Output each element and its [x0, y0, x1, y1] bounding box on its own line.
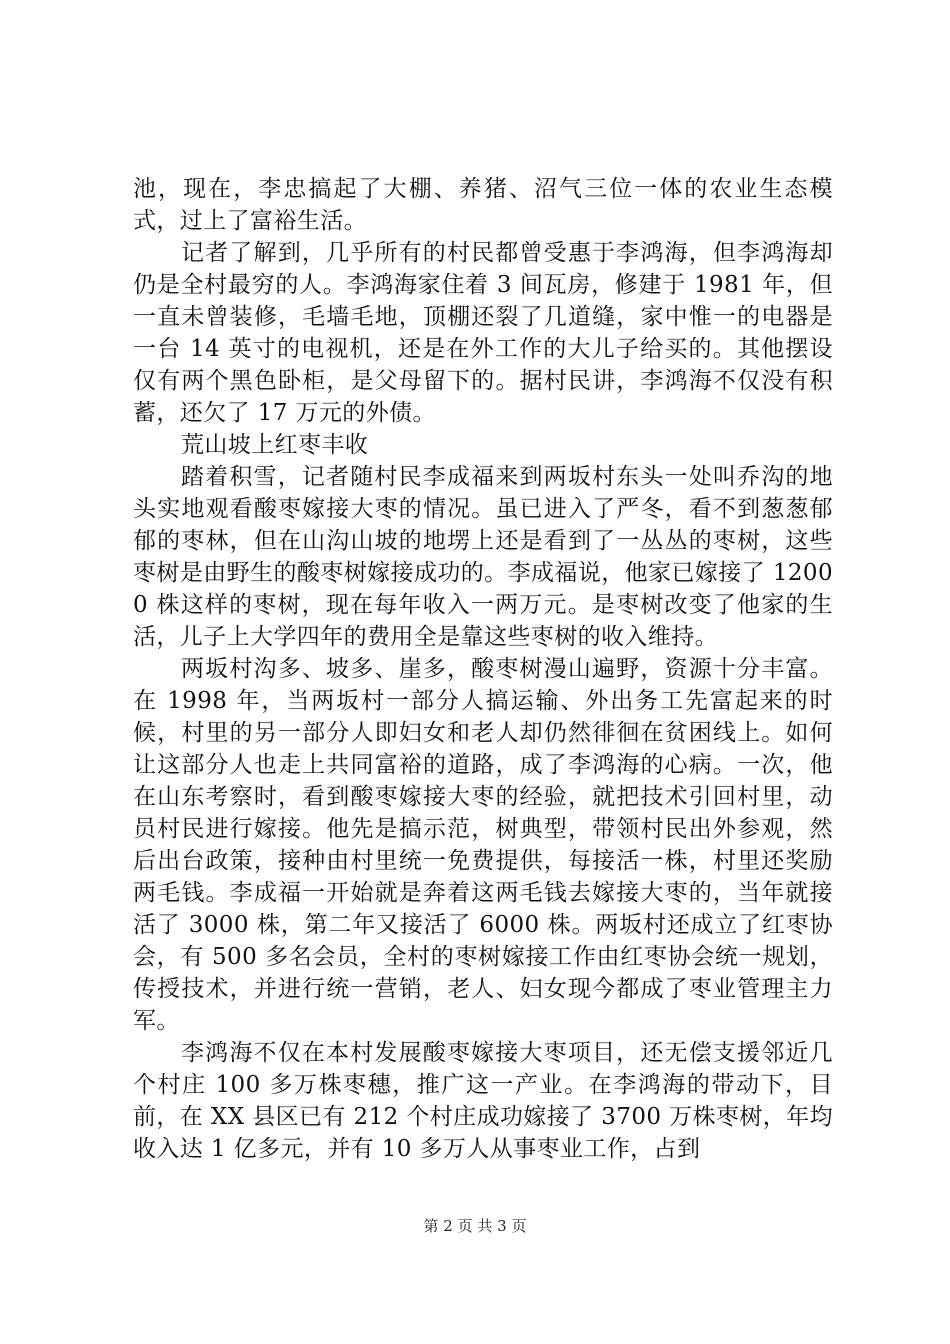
paragraph-jujube-grafting-visit: 踏着积雪，记者随村民李成福来到两坂村东头一处叫乔沟的地头实地观看酸枣嫁接大枣的情况。虽已进入了严冬，看不到葱葱郁郁的枣林，但在山沟山坡的地塄上还是看到了一丛丛的枣树，这些枣树是由野生的酸枣树嫁接成功的。李成福说，他家已嫁接了 12000 株这样的枣树，现在每年收入一两万元。是枣树改变了他家的生活，儿子上大学四年的费用全是靠这些枣树的收入维持。 — [133, 464, 833, 650]
section-heading: 荒山坡上红枣丰收 — [181, 432, 369, 458]
paragraph-poorest-villager: 记者了解到，几乎所有的村民都曾受惠于李鸿海，但李鸿海却仍是全村最穷的人。李鸿海家住着 3 间瓦房，修建于 1981 年，但一直未曾装修，毛墙毛地，顶棚还裂了几道缝，家中惟一的电器是一台 14 英寸的电视机，还是在外工作的大儿子给买的。其他摆设仅有两个黑色卧柜，是父母留下的。据村民讲，李鸿海不仅没有积蓄，还欠了 17 万元的外债。 — [133, 240, 833, 426]
paragraph-continuation: 池，现在，李忠搞起了大棚、养猪、沼气三位一体的农业生态模式，过上了富裕生活。 — [133, 176, 833, 234]
page-footer — [0, 1216, 950, 1236]
article-body — [133, 173, 833, 1165]
paragraph-regional-impact: 李鸿海不仅在本村发展酸枣嫁接大枣项目，还无偿支援邻近几个村庄 100 多万株枣穗，推广这一产业。在李鸿海的带动下，目前，在 XX 县区已有 212 个村庄成功嫁接了 3700 万株枣树，年均收入达 1 亿多元，并有 10 多万人从事枣业工作，占到 — [133, 1040, 833, 1162]
paragraph-village-resources: 两坂村沟多、坡多、崖多，酸枣树漫山遍野，资源十分丰富。在 1998 年，当两坂村一部分人搞运输、外出务工先富起来的时候，村里的另一部分人即妇女和老人却仍然徘徊在贫困线上。如何让这部分人也走上共同富裕的道路，成了李鸿海的心病。一次，他在山东考察时，看到酸枣嫁接大枣的经验，就把技术引回村里，动员村民进行嫁接。他先是搞示范，树典型，带领村民出外参观，然后出台政策，接种由村里统一免费提供，每接活一株，村里还奖励两毛钱。李成福一开始就是奔着这两毛钱去嫁接大枣的，当年就接活了 3000 株，第二年又接活了 6000 株。两坂村还成立了红枣协会，有 500 多名会员，全村的枣树嫁接工作由红枣协会统一规划，传授技术，并进行统一营销，老人、妇女现今都成了枣业管理主力军。 — [133, 656, 833, 1034]
page-number-label: 第 2 页 共 3 页 — [423, 1217, 527, 1235]
